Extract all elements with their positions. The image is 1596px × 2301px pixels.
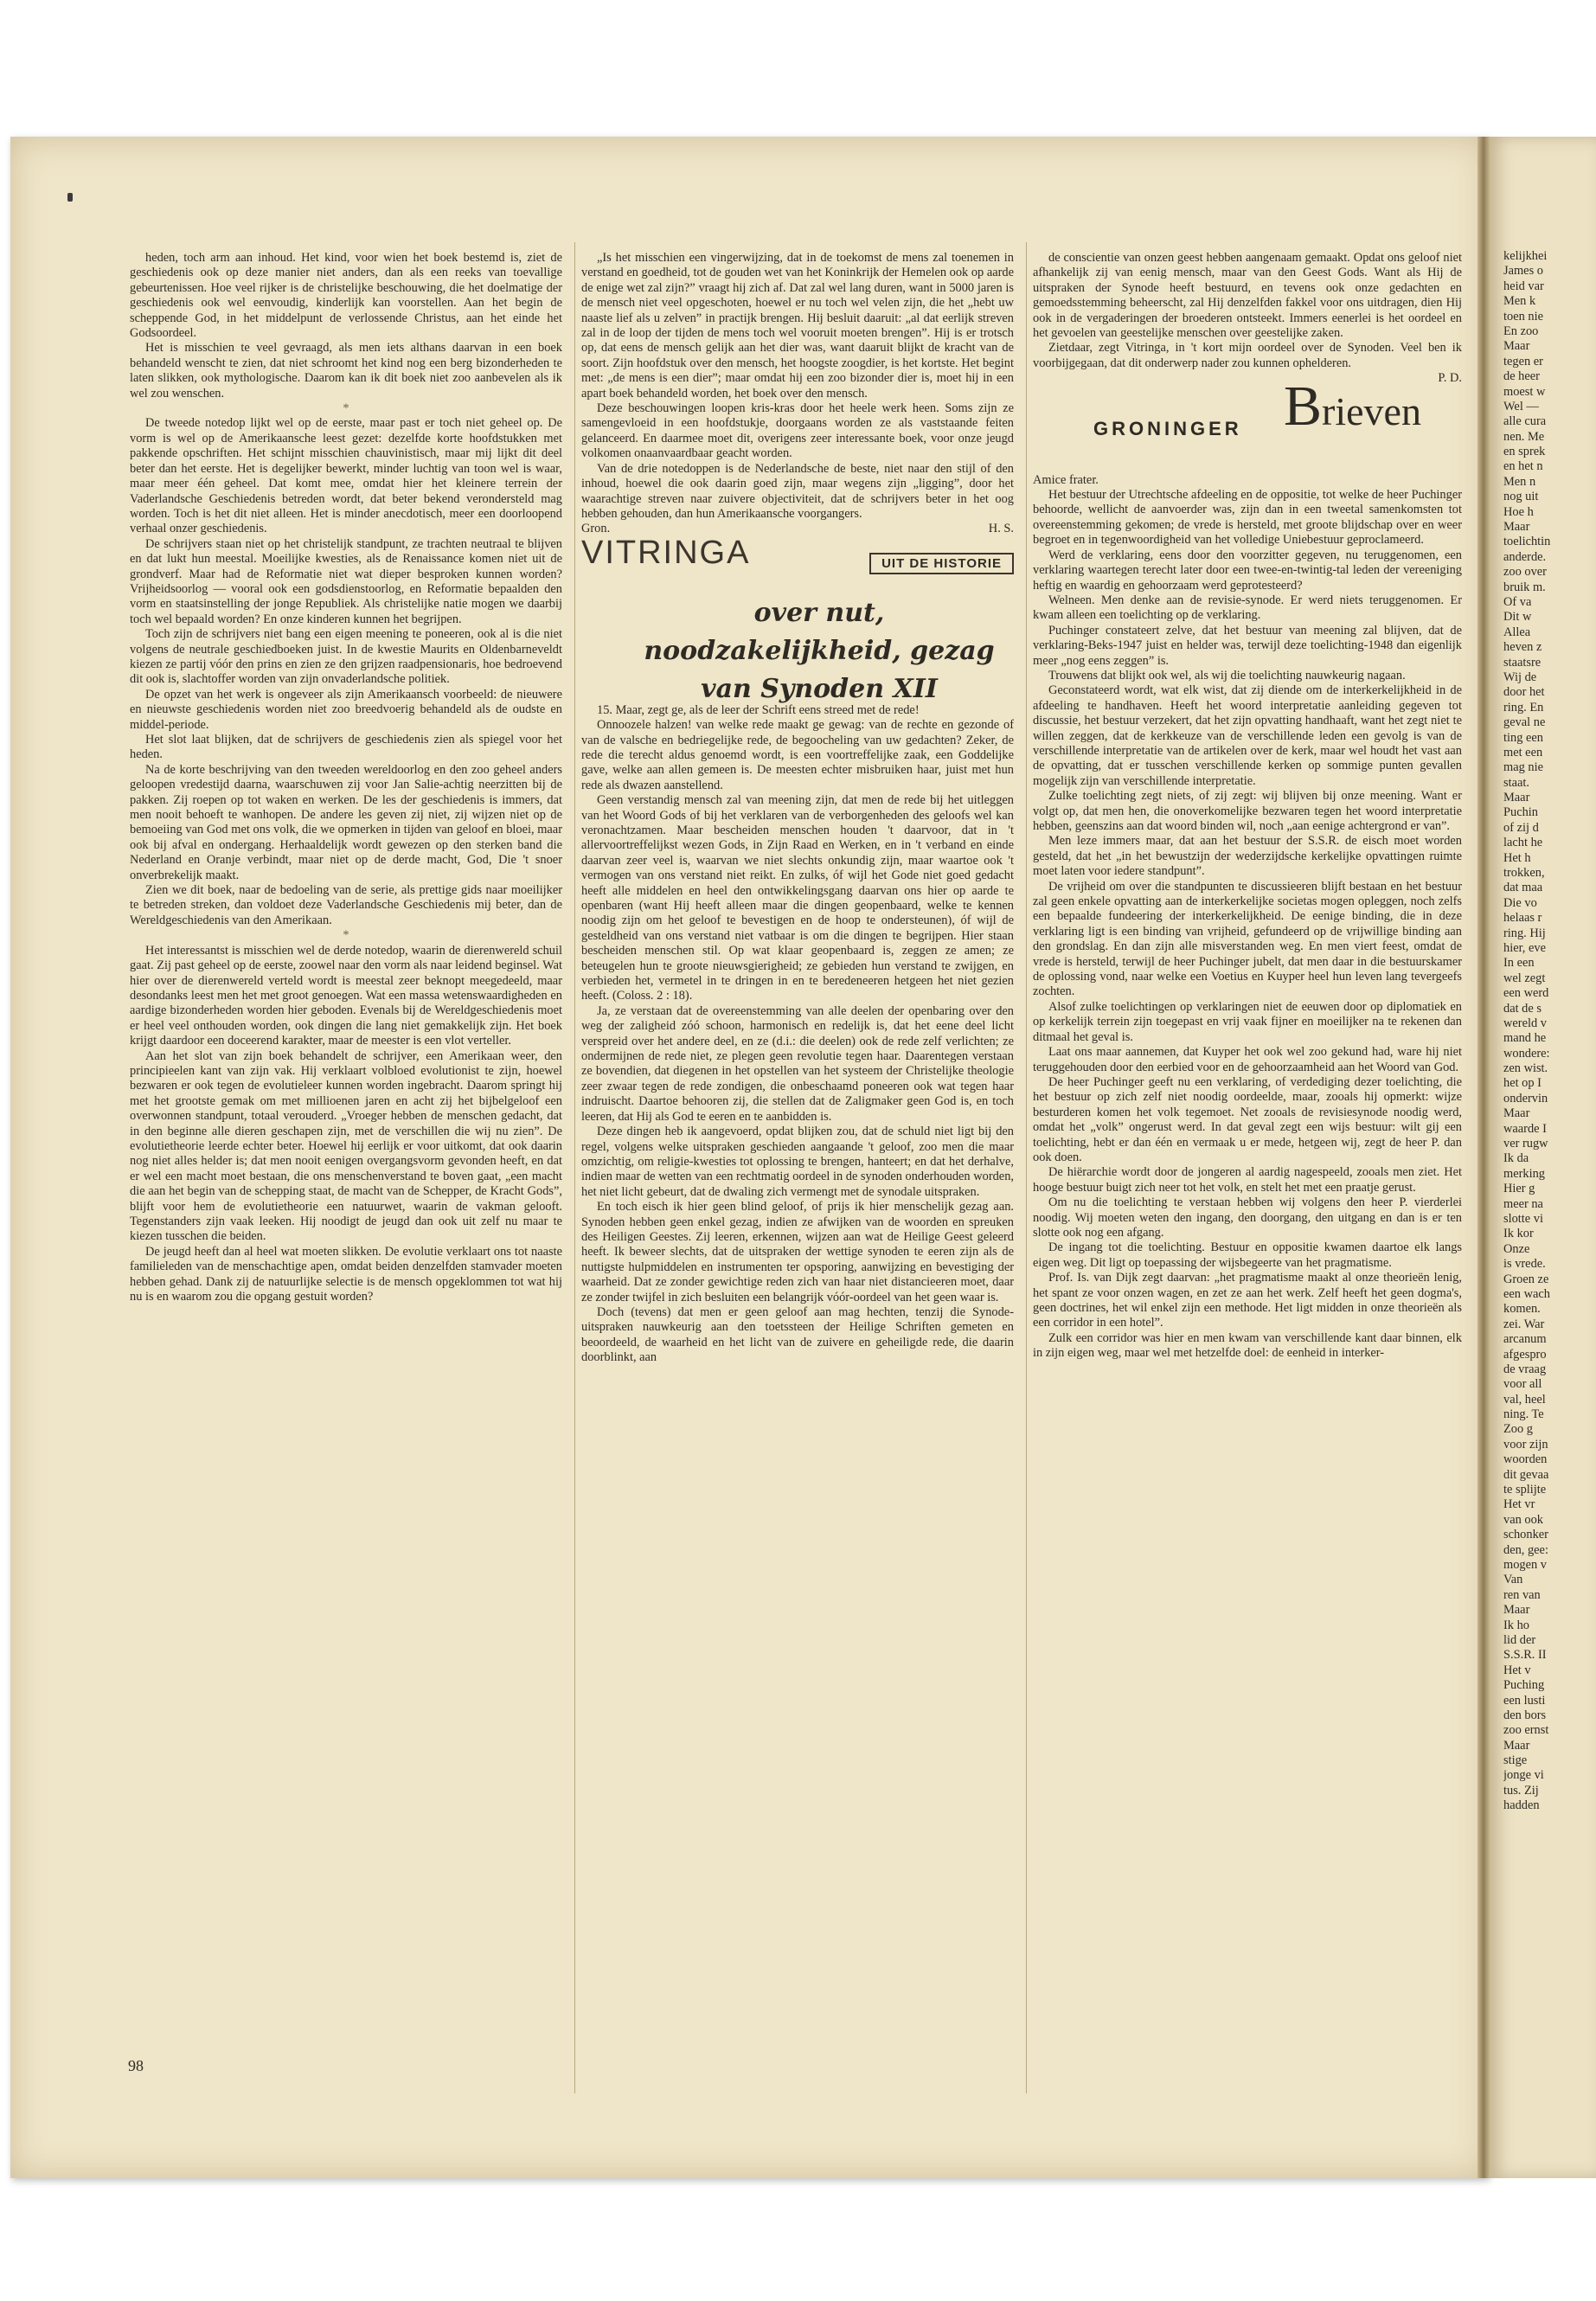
paragraph: Werd de verklaring, eens door den voorzitter gegeven, nu teruggenomen, een verklaring waartegen terecht later door een twee-en-twintig-tal leden der vereeniging heftig en waardig en gehoorzaam werd geprotesteerd? — [1033, 548, 1462, 593]
line-fragment: geval ne — [1503, 715, 1546, 730]
salutation: Amice frater. — [1033, 472, 1099, 487]
section-separator: * — [343, 928, 349, 943]
paragraph: Zien we dit boek, naar de bedoeling van de serie, als prettige gids naar moeilijker te betreden streken, dan voldoet deze Vaderlandsche Geschiedenis mij beter, dan de Wereldgeschiedenis van den Amerikaan. — [130, 883, 562, 927]
line-fragment: zoo over — [1503, 565, 1547, 580]
line-fragment: dat de s — [1503, 1001, 1542, 1016]
line-fragment: Wij de — [1503, 670, 1537, 684]
line-fragment: woorden — [1503, 1452, 1548, 1467]
paragraph: Geconstateerd wordt, wat elk wist, dat zij diende om de interkerkelijkheid in de afdeeling te handhaven. Heeft het woord interpretatie aanleiding gegeven tot discussie, het bestuur verzekert, dat het zijn opvatting handhaaft, want het zegt niet te willen zeggen, dat de kerkkeuze van de verschillende leden een gevolg is van de verschillende interpretatie van de artikelen over de kerk, maar wel houdt het vast aan de opvatting, dat er tusschen verschillende kerken op sommige punten gevallen mogelijk zijn van verschillende interpretatie. — [1033, 683, 1462, 788]
paragraph: Van de drie notedoppen is de Nederlandsche de beste, niet naar den stijl of den inhoud, hoewel die ook daarin goed zijn, maar wegens zijn „ligging”, door het waarachtige streven naar zuivere objectiviteit, dat de schrijvers beter in het oog hebben gehouden, dan hun Amerikaansche voorgangers. — [581, 461, 1014, 521]
line-fragment: den, gee: — [1503, 1542, 1548, 1557]
line-fragment: toen nie — [1503, 309, 1543, 324]
paragraph: Laat ons maar aannemen, dat Kuyper het ook wel zoo gekund had, ware hij niet teruggehouden door den eerbied voor en de gehoorzaamheid aan het Woord van God. — [1033, 1045, 1462, 1074]
line-fragment: voor zijn — [1503, 1437, 1548, 1452]
line-fragment: arcanum — [1503, 1332, 1547, 1347]
line-fragment: wereld v — [1503, 1016, 1547, 1030]
line-fragment: stige — [1503, 1753, 1528, 1768]
line-fragment: den bors — [1503, 1708, 1547, 1722]
column-1 — [130, 251, 562, 2102]
signoff-initials: H. S. — [988, 522, 1014, 536]
signoff-place: Gron. — [581, 522, 611, 536]
line-fragment: jonge vi — [1503, 1768, 1544, 1783]
line-fragment: Wel — — [1503, 399, 1539, 413]
paragraph: Zietdaar, zegt Vitringa, in 't kort mijn oordeel over de Synoden. Veel ben ik voorbijgegaan, dat dit onderwerp nader zou kunnen ophelderen. — [1033, 341, 1462, 370]
paragraph: de conscientie van onzen geest hebben aangenaam gemaakt. Opdat ons geloof niet afhankelijk zij van eenig mensch, maar van den Geest Gods. Want als Hij de uitspraken der Synode heeft bestuurd, en tevens ook onze gedachten en gemoedsstemming beheerscht, zal Hij denzelfden fakkel voor ons uitdragen, dien Hij ook in de vergaderingen der broederen ontsteekt. Immers eenerlei is het oordeel en het gevoelen van geestelijke menschen over geestelijke zaken. — [1033, 251, 1462, 341]
line-fragment: een wach — [1503, 1286, 1550, 1301]
paragraph: Het is misschien te veel gevraagd, als men iets althans daarvan in een boek behandeld wenscht te zien, dat niet schroomt het kind nog een berg bizonderheden te laten slikken, ook mythologische. Daarom kan ik dit boek niet zoo aanbevelen als ik wel zou wenschen. — [130, 341, 562, 401]
line-fragment: zei. War — [1503, 1317, 1545, 1331]
line-fragment: alle cura — [1503, 414, 1547, 429]
line-fragment: mand he — [1503, 1031, 1547, 1046]
section-rubric: UIT DE HISTORIE — [869, 553, 1014, 574]
line-fragment: ning. Te — [1503, 1407, 1544, 1422]
line-fragment: staatsre — [1503, 655, 1542, 670]
line-fragment: waarde I — [1503, 1121, 1547, 1136]
line-fragment: val, heel — [1503, 1392, 1546, 1407]
line-fragment: mogen v — [1503, 1557, 1547, 1572]
paragraph: De ingang tot die toelichting. Bestuur en oppositie kwamen daartoe elk langs eigen weg. Dit ligt op toepassing der wijsbegeerte van het pragmatisme. — [1033, 1240, 1462, 1270]
line-fragment: Puching — [1503, 1678, 1545, 1693]
line-fragment: Het vr — [1503, 1497, 1535, 1512]
line-fragment: Maar — [1503, 520, 1530, 535]
line-fragment: Die vo — [1503, 895, 1537, 910]
line-fragment: S.S.R. II — [1503, 1648, 1547, 1663]
line-fragment: tegen er — [1503, 354, 1543, 369]
line-fragment: helaas r — [1503, 911, 1542, 926]
paragraph: Prof. Is. van Dijk zegt daarvan: „het pragmatisme maakt al onze theorieën lenig, het spant ze voor onzen wagen, en zet ze aan het werk. Zelf heeft het geen dogma's, geen doctrines, het wil enkel zijn een methode. Het ligt midden in onze theorieën als een corridor in een hotel”. — [1033, 1271, 1462, 1330]
column-title-large: Brieven — [1284, 374, 1421, 438]
paragraph: Onnoozele halzen! van welke rede maakt ge gewag: van de rechte en gezonde of van de valsche en bedriegelijke rede, de begoocheling van uw gedachten? Zeker, de rede die terecht aldus genoemd wordt, is een voortreffelijke zaak, een Goddelijke gave, welke aan allen gemeen is. De meesten echter misbruiken haar, juist met hun rede als dwazen aanstellend. — [581, 718, 1014, 792]
line-fragment: ting een — [1503, 730, 1543, 745]
line-fragment: staat. — [1503, 775, 1529, 790]
paragraph: Na de korte beschrijving van den tweeden wereldoorlog en den zoo geheel anders geloopen vredestijd daarna, waarschuwen zij voor Jan Salie-achtig neerzitten bij de pakken. Zij roepen op tot waken en werken. De les der geschiedenis is immers, dat men nooit behoeft te wanhopen. De andere les geven zij niet, zij wijzen niet op de bemoeiing van God met ons volk, die we opmerken in tijden van geloof en bloei, maar ook bij afval en ondergang. Herhaaldelijk wordt gewezen op den sterken band die Nederland en Oranje verbindt, maar niet op de derde macht, God, Die 't snoer onverbrekelijk maakt. — [130, 762, 562, 882]
line-fragment: bruik m. — [1503, 580, 1546, 594]
signoff-initials: P. D. — [1438, 371, 1462, 386]
line-fragment: met een — [1503, 745, 1543, 760]
line-fragment: En zoo — [1503, 324, 1539, 338]
line-fragment: door het — [1503, 685, 1545, 700]
line-fragment: ren van — [1503, 1587, 1541, 1602]
paragraph: De jeugd heeft dan al heel wat moeten slikken. De evolutie verklaart ons tot naaste familieleden van de menschachtige apen, omdat beiden denzelfden stamvader moeten hebben gehad. Dank zij de natuurlijke selectie is de mensch opgeklommen tot wat hij nu is en waarom zou die opgang gestuit worden? — [130, 1244, 562, 1304]
line-fragment: lacht he — [1503, 836, 1543, 850]
line-fragment: Ik ho — [1503, 1618, 1529, 1632]
paragraph: Deze dingen heb ik aangevoerd, opdat blijken zou, dat de schuld niet ligt bij den regel, volgens welke uitspraken geschieden aangaande 't geloof, zoo men die maar omzichtig, om religie-kwesties tot oplossing te brengen, hanteert; en dat het derhalve, indien maar de wetten van een rechtmatig oordeel in de synoden onderhouden worden, het niet licht gebeurt, dat de dwaling zich vermengt met de synodale uitspraken. — [581, 1125, 1014, 1199]
line-fragment: moest w — [1503, 384, 1546, 399]
paragraph: De schrijvers staan niet op het christelijk standpunt, ze trachten neutraal te blijven en dat lukt hun meestal. Moeilijke kwesties, als de Renaissance komen niet uit de grondverf. Maar had de Reformatie niet wat dieper besproken kunnen worden? Vrijheidsoorlog — vooral ook een godsdienstoorlog, en Reformatie bepaalden den vorm en staatsinstelling der jonge Republiek. Als christelijke natie mogen we daarbij toch wel bepaald worden? En onze kinderen kunnen het begrijpen. — [130, 536, 562, 626]
column-4-fragments — [1503, 249, 1596, 1814]
line-fragment: wel zegt — [1503, 971, 1546, 985]
line-fragment: Onze — [1503, 1241, 1530, 1256]
column-2 — [581, 251, 1014, 2102]
paragraph: Het bestuur der Utrechtsche afdeeling en de oppositie, tot welke de heer Puchinger behoorde, wellicht de aanvoerder was, zijn dan in een tweetal samenkomsten tot overeenstemming gekomen; de vrede is hersteld, met groote blijdschap over en weer begroet en in tegenwoordigheid van het volledige Uniebestuur geproclameerd. — [1033, 488, 1462, 548]
paragraph: Zulke toelichting zegt niets, of zij zegt: wij blijven bij onze meening. Want er volgt op, dat men hen, die onoverkomelijke bezwaren tegen het woord interpretatie hebben, geenszins aan dat woord binden wil, noch „aan eenige achtergrond er van”. — [1033, 789, 1462, 833]
line-fragment: afgespro — [1503, 1347, 1547, 1362]
line-fragment: merking — [1503, 1166, 1545, 1181]
paragraph: Het slot laat blijken, dat de schrijvers de geschiedenis zien als spiegel voor het heden. — [130, 733, 562, 762]
paragraph: De tweede notedop lijkt wel op de eerste, maar past er toch niet geheel op. De vorm is wel op de Amerikaansche leest gezet: dezelfde korte hoofdstukken met pakkende opschriften. Het schijnt misschien chauvinistisch, maar mij lijkt dit deel beter dan het eerste. Het is degelijker bewerkt, minder luchtig van toon wel is waar, maar meer één geheel. Dat komt mee, omdat hier het kleinere terrein der Vaderlandsche Geschiedenis betreden wordt, dat beter bekend verondersteld mag worden. Toch is het dit niet alleen. Het is minder anecdotisch, meer een doorloopend verhaal onzer geschiedenis. — [130, 416, 562, 536]
paragraph: Zulk een corridor was hier en men kwam van verschillende kant daar binnen, elk in zijn eigen weg, maar wel met hetzelfde doel: de eenheid in interker- — [1033, 1330, 1462, 1361]
line-fragment: mag nie — [1503, 760, 1543, 775]
paragraph: Trouwens dat blijkt ook wel, als wij die toelichting nauwkeurig nagaan. — [1048, 668, 1406, 683]
line-fragment: tus. Zij — [1503, 1783, 1539, 1798]
line-fragment: meer na — [1503, 1196, 1543, 1211]
paragraph: Alsof zulke toelichtingen op verklaringen niet de eeuwen door op diplomatiek en op kerkelijk terrein zijn toegepast en vrij vaak fijner en moeilijker na te rekenen dan ditmaal het geval is. — [1033, 999, 1462, 1044]
column-divider — [574, 242, 575, 2093]
line-fragment: zen wist. — [1503, 1061, 1548, 1076]
line-fragment: een werd — [1503, 986, 1549, 1001]
paragraph: Doch (tevens) dat men er geen geloof aan mag hechten, tenzij die Synode-uitspraken nauwkeurig aan den toetssteen der Heilige Schriften gemeten en beoordeeld, de waarheid en het licht van de zuivere en geheiligde rede, die daarin doorblinkt, aan — [581, 1304, 1014, 1365]
line-fragment: Ik kor — [1503, 1227, 1534, 1241]
line-fragment: James o — [1503, 264, 1543, 279]
line-fragment: trokken, — [1503, 866, 1545, 881]
paragraph: Men leze immers maar, dat aan het bestuur der S.S.R. de eisch moet worden gesteld, dat het „in het bewustzijn der wederzijdsche kerkelijke opvattingen ruimte moet laten voor iedere standpunt”. — [1033, 834, 1462, 879]
page-gutter — [1477, 137, 1490, 2178]
paragraph: Toch zijn de schrijvers niet bang een eigen meening te poneeren, ook al is die niet volgens de neutrale geschiedboeken juist. In de kwestie Maurits en Oldenbarneveldt kiezen ze partij vóór den prins en zien ze den grijzen raadpensionaris, hoe bedroevend dit ook is, slachtoffer worden van zijn onvaderlandsche politiek. — [130, 627, 562, 687]
line-fragment: de heer — [1503, 369, 1540, 384]
line-fragment: Het v — [1503, 1663, 1531, 1677]
paragraph: Aan het slot van zijn boek behandelt de schrijver, een Amerikaan weer, den principieelen kant van zijn vak. Hij verklaart volbloed evolutionist te zijn, hoewel bezwaren er ook tegen de evolutieleer kunnen worden ingebracht. Daarom springt hij met het grootste gemak om met millioenen jaren en acht zij het bijbelgeloof een overwonnen standpunt, totaal verouderd. „Vroeger hebben de menschen gedacht, dat in den beginne alle dieren geschapen zijn, met de verschillen die wij nu zien”. De evolutietheorie leerde echter beter. Hoewel hij eerlijk er voor uitkomt, dat ook daarin nog niet alles helder is; dat men nooit eenigen overgangsvorm gevonden heeft, en dat er wel een macht moet bestaan, die ons menschenverstand te boven gaat, „een macht die aan het begin van de schepping staat, de macht van de Schepper, de Kracht Gods”, blijft voor hem de evolutietheorie een natuurwet, waarin de vakman gelooft. Tegenstanders zijn vaak leeken. Hij noodigt de jeugd dan ook uit zelf nu maar te kiezen tusschen die beiden. — [130, 1048, 562, 1244]
line-fragment: nog uit — [1503, 490, 1539, 504]
line-fragment: Zoo g — [1503, 1422, 1533, 1437]
line-fragment: Maar — [1503, 1603, 1530, 1618]
line-fragment: Maar — [1503, 791, 1530, 805]
paragraph: Ja, ze verstaan dat de overeenstemming van alle deelen der openbaring over den weg der zaligheid zóó schoon, harmonisch en redelijk is, dat het eene deel licht verspreid over het andere deel, en ze (d.i.: die deelen) ook de rede zelf verlichten; ze ondermijnen de rede niet, ze plegen geen revolutie tegen haar. Daarentegen verstaan ze bovendien, dat diegenen in het opstellen van het systeem der Christelijke theologie zeer zwaar tegen de rede zondigen, die onbeschaamd poneeren ook wat tegen haar indruischt. Daartoe behooren zij, die stellen dat de Zaligmaker geen God is, en toch leeren, dat Hij als God te eeren en te aanbidden is. — [581, 1003, 1014, 1124]
line-fragment: wondere: — [1503, 1046, 1550, 1061]
paragraph: De vrijheid om over die standpunten te discussieeren blijft bestaan en het bestuur zal geen enkele opvatting aan de interkerkelijke societas mogen opleggen, noch zelfs een bepaalde fundeering der interkerkelijkheid. De eenige binding, die in deze verklaring ligt is een binding van vrijheid, gefundeerd op de vrijwillige binding aan den grondslag. En dan zijn alle misverstanden weg. En men viert feest, omdat de vrede is hersteld, terwijl de heer Puchinger jubelt, dat men daar in die bestuurskamer de oplossing vond, naar welke een Voetius en Kuyper heel hun leven lang tevergeefs zochten. — [1033, 879, 1462, 999]
line-fragment: ring. Hij — [1503, 926, 1546, 940]
line-fragment: Groen ze — [1503, 1272, 1549, 1286]
line-fragment: ring. En — [1503, 700, 1544, 715]
paragraph: Het interessantst is misschien wel de derde notedop, waarin de dierenwereld schuil gaat. Zij past geheel op de eerste, zoowel naar den vorm als naar leidend beginsel. Wat hier over de dierenwereld verteld wordt is meestal zeer beknopt meegedeeld, maar desondanks leest men het met groot genoegen. Wat een massa wetenswaardigheden en aardige bizonderheden worden hier geboden. Evenals bij de Wereldgeschiedenis moet er heel veel onthouden worden, ook dingen die lang niet gemakkelijk zijn. Het boek krijgt daardoor een doceerend karakter, maar de meester is een vlot verteller. — [130, 943, 562, 1048]
paragraph: 15. Maar, zegt ge, als de leer der Schrift eens streed met de rede! — [597, 702, 920, 717]
paragraph: De opzet van het werk is ongeveer als zijn Amerikaansch voorbeeld: de nieuwere en nieuwste geschiedenis worden niet zoo breedvoerig behandeld als de oudste en middel-periode. — [130, 687, 562, 732]
column-divider — [1026, 242, 1027, 2093]
line-fragment: Ik da — [1503, 1151, 1529, 1166]
line-fragment: lid der — [1503, 1632, 1536, 1647]
line-fragment: ondervin — [1503, 1091, 1548, 1106]
line-fragment: toelichtin — [1503, 535, 1551, 549]
section-separator: * — [343, 401, 349, 416]
line-fragment: heid var — [1503, 279, 1544, 293]
line-fragment: zoo ernst — [1503, 1723, 1549, 1738]
line-fragment: of zij d — [1503, 820, 1539, 835]
line-fragment: ver rugw — [1503, 1137, 1548, 1151]
line-fragment: Allea — [1503, 625, 1531, 639]
article-subtitle: over nut, noodzakelijkheid, gezag van Synoden XII — [644, 597, 995, 704]
signoff — [1033, 371, 1462, 386]
line-fragment: schonker — [1503, 1528, 1548, 1542]
line-fragment: te splijte — [1503, 1483, 1547, 1497]
line-fragment: nen. Me — [1503, 429, 1545, 444]
line-fragment: slotte vi — [1503, 1212, 1543, 1226]
line-fragment: In een — [1503, 956, 1535, 971]
line-fragment: heven z — [1503, 640, 1542, 655]
line-fragment: komen. — [1503, 1302, 1541, 1317]
line-fragment: Puchin — [1503, 805, 1538, 820]
line-fragment: Of va — [1503, 594, 1532, 609]
paragraph: Geen verstandig mensch zal van meening zijn, dat men de rede bij het uitleggen van het Woord Gods of bij het verklaren van de verborgenheden des geloofs wel kan veronachtzamen. Maar bescheiden menschen houden 't daarvoor, dat in 't allervoortreffelijkst wezen Gods, in Zijn Raad en Werken, en in 't verband en einde daarvan zeer veel is, waarvan we niet slechts onkundig zijn, maar waartoe ook 't vermogen van ons verstand niet reikt. En zulks, óf wijl het Gode niet goed gedacht heeft alle middelen en heel den ontwikkelingsgang daarvan ons hier op aarde te openbaren (want Hij heeft alleen maar die dingen geopenbaard, welke te kennen noodig zijn om het geloof te bevestigen en de hoop te ondersteunen), óf wijl de gesteldheid van ons verstand niet vatbaar is om die dingen te begrijpen. Hier staan bescheiden menschen stil. Op wat klaar geopenbaard is, zeggen ze amen; ze beteugelen hun te groote nieuwsgierigheid; ze gebieden hun verstand te zwijgen, en verbieden het, vermetel in te dringen in en te beredeneeren hetgeen het niet gezien heeft. (Coloss. 2 : 18). — [581, 793, 1014, 1003]
bullet-mark — [67, 193, 73, 202]
line-fragment: Men n — [1503, 474, 1536, 489]
line-fragment: dit gevaa — [1503, 1467, 1549, 1482]
line-fragment: het op I — [1503, 1076, 1542, 1091]
paragraph: De heer Puchinger geeft nu een verklaring, of verdediging dezer toelichting, die het bestuur op zich zelf niet noodig oordeelde, maar, zooals hij opmerkt: wijze besturderen komen het volk tegemoet. Net zooals de revisiesynode noodig werd, omdat het „volk” ongerust werd. In dat geval zegt een wijs bestuur: wilt gij een toelichting, hebt er dan één en vermaak u er mede, hetgeen wij, zegt de heer P. dan ook doen. — [1033, 1074, 1462, 1164]
line-fragment: kelijkhei — [1503, 249, 1548, 263]
paragraph: En toch eisch ik hier geen blind geloof, of prijs ik hier menschelijk gezag aan. Synoden hebben geen enkel gezag, indien ze afwijken van de woorden en spreuken des Heiligen Geestes. Zij leeren, erkennen, wijzen aan wat de Heilige Geest geleerd heeft. Ik beweer slechts, dat de uitspraken der wettige synoden te eeren zijn als de nuttigste hulpmiddelen en instrumenten ter opsporing, aanwijzing en bevestiging der waarheid. Dat ze zonder gewichtige reden zich van haar niet distancieeren moet, daar ze zonder twijfel in zich besluiten een belangrijk vóór-oordeel van het geen waar is. — [581, 1200, 1014, 1304]
paragraph: „Is het misschien een vingerwijzing, dat in de toekomst de mens zal toenemen in verstand en goedheid, tot de gouden wet van het Koninkrijk der Hemelen ook op aarde de enige wet zal zijn?” vraagt hij zich af. Dat zal wel lang duren, want in 5000 jaren is de mensch niet veel opgeschoten, hoewel er nu toch wel velen zijn, die het „hebt uw naaste lief als u zelven” in practijk brengen. Hij besluit daaruit: „al dat eerlijk streven zal in de loop der tijden de mens toch wel vooruit moeten brengen”. Hij is er trotsch op, dat eens de mensch gelijk aan het dier was, want daaruit blijkt de kracht van de soort. Zijn hoofdstuk over den mensch, het hoogste zoogdier, is het kortste. Het begint met: „de mens is een dier”; maar omdat hij een zoo bizonder dier is, moet hij in een apart boek behandeld worden, het boek over den mensch. — [581, 251, 1014, 401]
line-fragment: Van — [1503, 1573, 1523, 1587]
article-title: VITRINGA — [581, 534, 751, 571]
line-fragment: Dit w — [1503, 610, 1532, 625]
vitringa-header — [581, 534, 1014, 704]
line-fragment: Maar — [1503, 339, 1530, 354]
line-fragment: van ook — [1503, 1512, 1543, 1527]
line-fragment: Het h — [1503, 850, 1531, 865]
line-fragment: Maar — [1503, 1738, 1530, 1753]
column-3 — [1033, 251, 1462, 2102]
paragraph: Welneen. Men denke aan de revisie-synode. Er werd niets teruggenomen. Er kwam alleen een toelichting op de verklaring. — [1033, 593, 1462, 623]
line-fragment: Maar — [1503, 1106, 1530, 1121]
line-fragment: een lusti — [1503, 1693, 1546, 1708]
line-fragment: voor all — [1503, 1377, 1542, 1392]
page-number: 98 — [128, 2057, 144, 2074]
column-title-small: GRONINGER — [1093, 417, 1242, 439]
paragraph: Puchinger constateert zelve, dat het bestuur van meening zal blijven, dat de verklaring-Beks-1947 juist en helder was, terwijl deze toelichting-1948 dan eigenlijk meer „nog eens zeggen” is. — [1033, 623, 1462, 668]
line-fragment: Hier g — [1503, 1182, 1535, 1196]
line-fragment: Hoe h — [1503, 504, 1534, 519]
line-fragment: hadden — [1503, 1798, 1540, 1813]
paragraph: De hiërarchie wordt door de jongeren al aardig nagespeeld, zooals men ziet. Het hooge bestuur buigt zich neer tot het volk, en stelt het met een praatje gerust. — [1033, 1165, 1462, 1195]
line-fragment: en sprek — [1503, 445, 1546, 459]
line-fragment: dat maa — [1503, 881, 1543, 895]
paragraph: heden, toch arm aan inhoud. Het kind, voor wien het boek bestemd is, ziet de geschiedenis ook op deze manier niet anders, dan als een reeks van toevallige gebeurtenissen. Hoe veel rijker is de christelijke beschouwing, die het doelmatige der geschiedenis ook wel eenvoudig, kinderlijk kan voorstellen. Aan het begin de scheppende God, in het middelpunt de verlossende Christus, aan het einde het Godsoordeel. — [130, 251, 562, 341]
line-fragment: Men k — [1503, 294, 1536, 309]
line-fragment: is vrede. — [1503, 1257, 1546, 1272]
paragraph: Deze beschouwingen loopen kris-kras door het heele werk heen. Soms zijn ze samengevloeid in een hoofdstukje, doorgaans worden ze als vaststaande feiten gelanceerd. En daarmee moet dit, overigens zeer interessante boek, voor onze jeugd volkomen onaanvaardbaar geacht worden. — [581, 401, 1014, 461]
line-fragment: en het n — [1503, 459, 1543, 474]
line-fragment: anderde. — [1503, 549, 1547, 564]
paragraph: Om nu die toelichting te verstaan hebben wij volgens den heer P. vierderlei noodig. Wij moeten weten den ingang, den doorgang, den uitgang en dan is er ten slotte ook nog een afgang. — [1033, 1195, 1462, 1240]
line-fragment: hier, eve — [1503, 940, 1546, 955]
line-fragment: de vraag — [1503, 1362, 1547, 1376]
